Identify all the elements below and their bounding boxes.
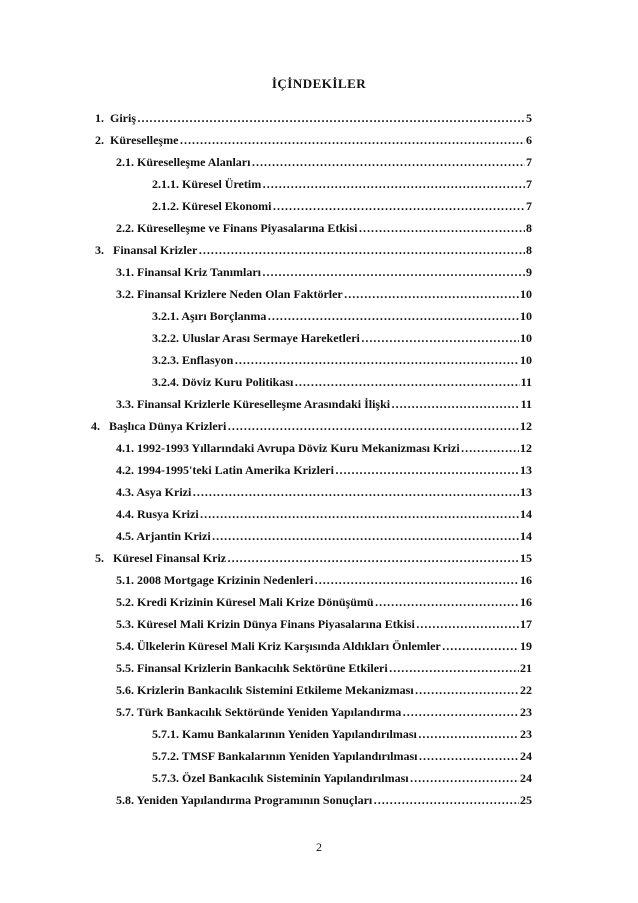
dot-leader	[262, 262, 525, 282]
toc-entry-page: 22	[520, 683, 532, 697]
toc-entry-title: 4. Başlıca Dünya Krizleri	[91, 419, 227, 433]
toc-entry-title: 2.1. Küreselleşme Alanları	[116, 155, 251, 169]
toc-entry-title: 3.2.3. Enflasyon	[152, 353, 234, 367]
toc-entry-title: 5.7.3. Özel Bankacılık Sisteminin Yapılandırılması	[152, 771, 409, 785]
toc-entry-title: 3.2.1. Aşırı Borçlanma	[152, 309, 267, 323]
toc-entry[interactable]	[152, 196, 532, 216]
dot-leader	[418, 724, 519, 744]
toc-entry-page: 23	[520, 727, 532, 741]
toc-entry-title: 5. Küresel Finansal Kriz	[95, 551, 227, 565]
page-number: 2	[316, 840, 322, 854]
toc-entry-page: 6	[526, 133, 532, 147]
toc-entry[interactable]	[116, 284, 532, 304]
dot-leader	[410, 768, 519, 788]
toc-entry[interactable]	[95, 240, 532, 260]
toc-entry-page: 21	[520, 661, 532, 675]
toc-entry-title: 5.4. Ülkelerin Küresel Mali Kriz Karşısında Aldıkları Önlemler	[116, 639, 441, 653]
toc-entry[interactable]	[116, 262, 532, 282]
toc-entry-page: 11	[520, 397, 532, 411]
toc-entry-title: 2.1.1. Küresel Üretim	[152, 177, 262, 191]
toc-entry-page: 10	[520, 331, 532, 345]
toc-entry[interactable]	[116, 680, 532, 700]
dot-leader	[137, 108, 525, 128]
dot-leader	[402, 702, 519, 722]
toc-entry[interactable]	[152, 350, 532, 370]
dot-leader	[251, 152, 525, 172]
dot-leader	[179, 130, 525, 150]
toc-entry-page: 10	[520, 353, 532, 367]
dot-leader	[416, 614, 519, 634]
toc-entry-page: 23	[520, 705, 532, 719]
dot-leader	[272, 196, 525, 216]
toc-entry[interactable]	[152, 724, 532, 744]
toc-entry-page: 19	[520, 639, 532, 653]
dot-leader	[419, 746, 519, 766]
toc-entry-page: 13	[520, 485, 532, 499]
toc-entry[interactable]	[116, 460, 532, 480]
toc-entry-title: 5.2. Kredi Krizinin Küresel Mali Krize Dönüşümü	[116, 595, 374, 609]
toc-entry[interactable]	[116, 218, 532, 238]
toc-entry[interactable]	[116, 790, 532, 810]
toc-entry-title: 2. Küreselleşme	[95, 133, 179, 147]
dot-leader	[358, 218, 525, 238]
toc-entry-title: 5.1. 2008 Mortgage Krizinin Nedenleri	[116, 573, 314, 587]
toc-entry[interactable]	[95, 108, 532, 128]
toc-entry[interactable]	[116, 702, 532, 722]
dot-leader	[227, 416, 519, 436]
toc-entry-title: 5.6. Krizlerin Bankacılık Sistemini Etkileme Mekanizması	[116, 683, 414, 697]
toc-entry[interactable]	[116, 152, 532, 172]
dot-leader	[200, 504, 519, 524]
toc-entry[interactable]	[116, 658, 532, 678]
toc-entry[interactable]	[152, 328, 532, 348]
toc-entry-page: 17	[520, 617, 532, 631]
toc-entry-title: 2.2. Küreselleşme ve Finans Piyasalarına Etkisi	[116, 221, 358, 235]
toc-entry-title: 5.8. Yeniden Yapılandırma Programının Sonuçları	[116, 793, 373, 807]
dot-leader	[373, 790, 519, 810]
toc-entry[interactable]	[152, 174, 532, 194]
toc-entry[interactable]	[91, 416, 532, 436]
dot-leader	[442, 636, 519, 656]
dot-leader	[344, 284, 519, 304]
dot-leader	[391, 394, 520, 414]
toc-entry-page: 14	[520, 529, 532, 543]
toc-entry-title: 4.4. Rusya Krizi	[116, 507, 199, 521]
toc-entry-page: 11	[520, 375, 532, 389]
toc-entry-title: 3.2.2. Uluslar Arası Sermaye Hareketleri	[152, 331, 360, 345]
toc-entry[interactable]	[116, 526, 532, 546]
toc-entry-title: 3.3. Finansal Krizlerle Küreselleşme Arasındaki İlişki	[116, 397, 391, 411]
toc-entry-page: 7	[526, 177, 532, 191]
toc-entry-title: 4.2. 1994-1995'teki Latin Amerika Krizleri	[116, 463, 334, 477]
toc-entry[interactable]	[116, 592, 532, 612]
toc-entry[interactable]	[116, 394, 532, 414]
toc-entry-page: 12	[520, 441, 532, 455]
toc-entry-page: 16	[520, 573, 532, 587]
toc-entry[interactable]	[116, 482, 532, 502]
toc-entry[interactable]	[95, 548, 532, 568]
toc-entry-page: 8	[526, 243, 532, 257]
toc-entry-title: 4.3. Asya Krizi	[116, 485, 192, 499]
dot-leader	[294, 372, 519, 392]
dot-leader	[198, 240, 525, 260]
toc-entry-title: 3.2.4. Döviz Kuru Politikası	[152, 375, 294, 389]
toc-entry-title: 4.1. 1992-1993 Yıllarındaki Avrupa Döviz Kuru Mekanizması Krizi	[116, 441, 460, 455]
dot-leader	[461, 438, 519, 458]
dot-leader	[212, 526, 519, 546]
toc-entry[interactable]	[116, 438, 532, 458]
toc-entry[interactable]	[116, 504, 532, 524]
toc-entry-title: 3.1. Finansal Kriz Tanımları	[116, 265, 262, 279]
toc-entry-title: 3. Finansal Krizler	[95, 243, 198, 257]
toc-entry-title: 5.7.1. Kamu Bankalarının Yeniden Yapılandırılması	[152, 727, 417, 741]
toc-entry-page: 10	[520, 287, 532, 301]
toc-entry[interactable]	[152, 372, 532, 392]
dot-leader	[361, 328, 519, 348]
toc-entry[interactable]	[152, 746, 532, 766]
dot-leader	[234, 350, 519, 370]
toc-entry-page: 16	[520, 595, 532, 609]
toc-entry-page: 24	[520, 749, 532, 763]
dot-leader	[375, 592, 519, 612]
toc-title: İÇİNDEKİLER	[271, 76, 367, 91]
dot-leader	[314, 570, 519, 590]
toc-entry-page: 7	[526, 155, 532, 169]
dot-leader	[192, 482, 519, 502]
toc-entry-page: 25	[520, 793, 532, 807]
toc-entry[interactable]	[95, 130, 532, 150]
toc-entry-title: 5.3. Küresel Mali Krizin Dünya Finans Piyasalarına Etkisi	[116, 617, 415, 631]
toc-entry-page: 5	[526, 111, 532, 125]
toc-entry-title: 2.1.2. Küresel Ekonomi	[152, 199, 272, 213]
toc-entry-page: 15	[520, 551, 532, 565]
dot-leader	[227, 548, 519, 568]
toc-entry-title: 3.2. Finansal Krizlere Neden Olan Faktörler	[116, 287, 343, 301]
dot-leader	[335, 460, 519, 480]
toc-entry-page: 14	[520, 507, 532, 521]
toc-entry-title: 5.5. Finansal Krizlerin Bankacılık Sektörüne Etkileri	[116, 661, 388, 675]
toc-entry-title: 4.5. Arjantin Krizi	[116, 529, 211, 543]
toc-entry[interactable]	[116, 614, 532, 634]
toc-entry[interactable]	[116, 570, 532, 590]
dot-leader	[415, 680, 519, 700]
toc-entry-page: 8	[526, 221, 532, 235]
toc-entry-page: 13	[520, 463, 532, 477]
toc-entry[interactable]	[152, 768, 532, 788]
toc-entry[interactable]	[152, 306, 532, 326]
toc-entry-title: 1. Giriş	[95, 111, 136, 125]
toc-entry-page: 7	[526, 199, 532, 213]
toc-entry-page: 10	[520, 309, 532, 323]
dot-leader	[389, 658, 519, 678]
toc-entry-title: 5.7.2. TMSF Bankalarının Yeniden Yapılandırılması	[152, 749, 418, 763]
toc-entry-page: 9	[526, 265, 532, 279]
toc-entry-page: 12	[520, 419, 532, 433]
dot-leader	[267, 306, 519, 326]
dot-leader	[262, 174, 525, 194]
toc-entry-title: 5.7. Türk Bankacılık Sektöründe Yeniden Yapılandırma	[116, 705, 402, 719]
toc-entry[interactable]	[116, 636, 532, 656]
toc-entry-page: 24	[520, 771, 532, 785]
